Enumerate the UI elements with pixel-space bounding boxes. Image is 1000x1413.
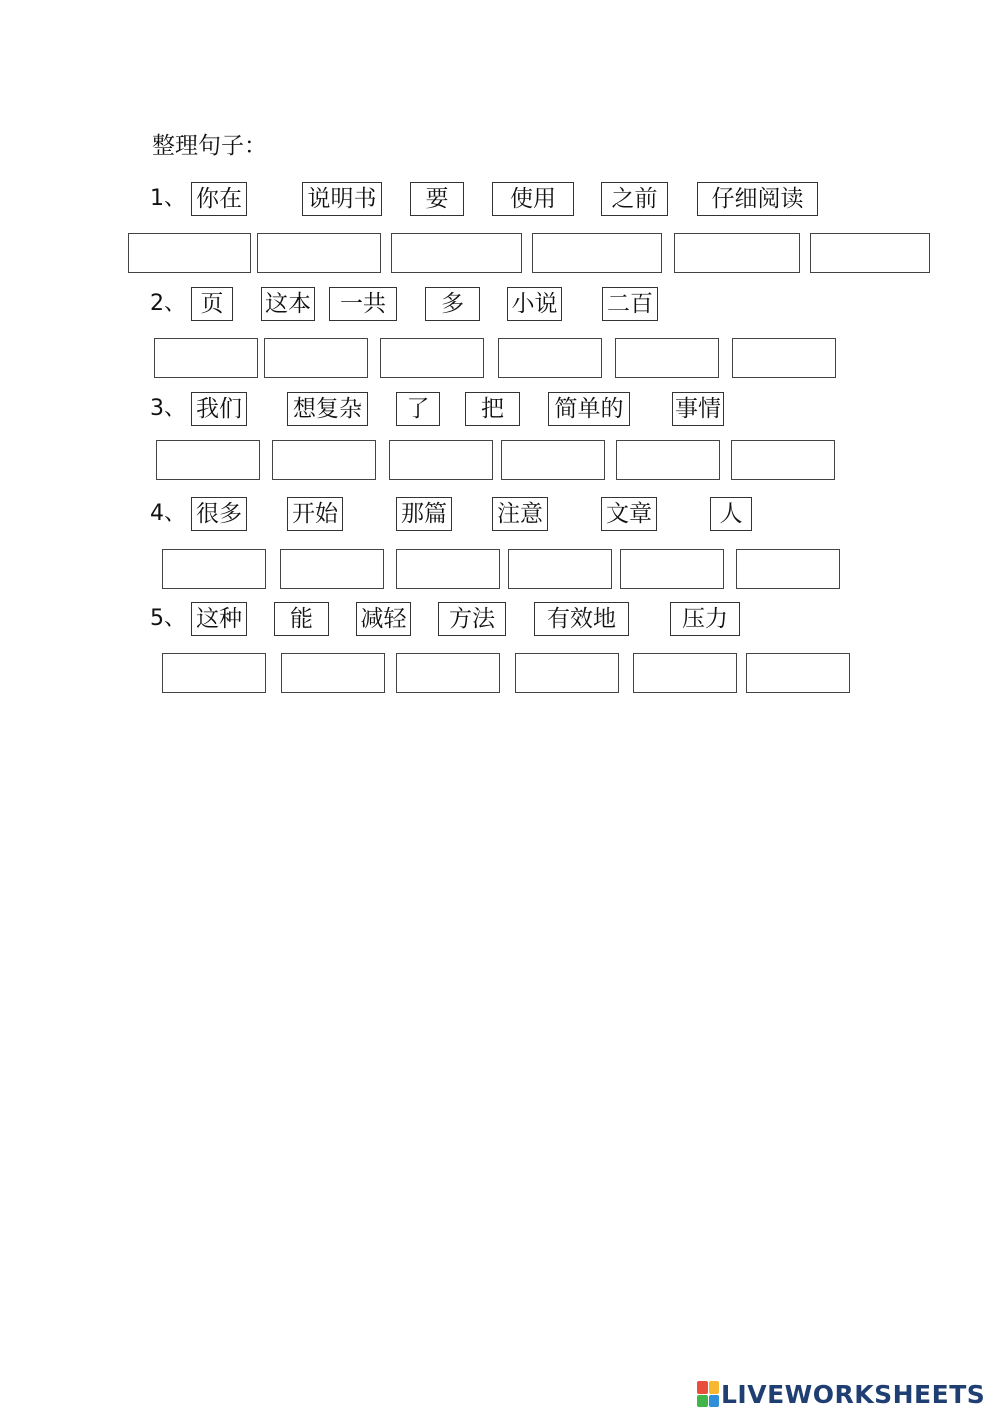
word-card[interactable]: 很多 [191, 497, 247, 531]
answer-drop-box[interactable] [264, 338, 368, 378]
word-card[interactable]: 要 [410, 182, 464, 216]
question-number: 5、 [150, 606, 186, 631]
answer-drop-box[interactable] [532, 233, 662, 273]
word-card[interactable]: 简单的 [548, 392, 630, 426]
answer-drop-box[interactable] [162, 549, 266, 589]
liveworksheets-logo-icon [697, 1381, 719, 1407]
answer-drop-box[interactable] [620, 549, 724, 589]
answer-drop-box[interactable] [380, 338, 484, 378]
word-card[interactable]: 想复杂 [287, 392, 368, 426]
answer-drop-box[interactable] [810, 233, 930, 273]
answer-drop-box[interactable] [162, 653, 266, 693]
liveworksheets-logo [697, 1378, 985, 1410]
word-card[interactable]: 仔细阅读 [697, 182, 818, 216]
word-card[interactable]: 注意 [492, 497, 548, 531]
answer-drop-box[interactable] [281, 653, 385, 693]
word-card[interactable]: 方法 [438, 602, 506, 636]
answer-drop-box[interactable] [272, 440, 376, 480]
word-card[interactable]: 有效地 [534, 602, 629, 636]
answer-drop-box[interactable] [674, 233, 800, 273]
word-card[interactable]: 能 [274, 602, 329, 636]
word-card[interactable]: 页 [191, 287, 233, 321]
word-card[interactable]: 那篇 [396, 497, 452, 531]
worksheet-title: 整理句子： [152, 133, 267, 159]
word-card[interactable]: 说明书 [302, 182, 382, 216]
question-number: 4、 [150, 501, 186, 526]
word-card[interactable]: 一共 [329, 287, 397, 321]
word-card[interactable]: 压力 [670, 602, 740, 636]
word-card[interactable]: 小说 [507, 287, 562, 321]
answer-drop-box[interactable] [515, 653, 619, 693]
answer-drop-box[interactable] [508, 549, 612, 589]
word-card[interactable]: 开始 [287, 497, 343, 531]
answer-drop-box[interactable] [731, 440, 835, 480]
logo-text: LIVEWORKSHEETS [721, 1379, 986, 1409]
answer-drop-box[interactable] [389, 440, 493, 480]
word-card[interactable]: 多 [425, 287, 480, 321]
answer-drop-box[interactable] [396, 549, 500, 589]
word-card[interactable]: 事情 [672, 392, 724, 426]
answer-drop-box[interactable] [736, 549, 840, 589]
word-card[interactable]: 之前 [601, 182, 668, 216]
answer-drop-box[interactable] [280, 549, 384, 589]
word-card[interactable]: 减轻 [356, 602, 411, 636]
answer-drop-box[interactable] [128, 233, 251, 273]
answer-drop-box[interactable] [633, 653, 737, 693]
question-number: 1、 [150, 186, 186, 211]
word-card[interactable]: 把 [465, 392, 520, 426]
answer-drop-box[interactable] [746, 653, 850, 693]
answer-drop-box[interactable] [391, 233, 522, 273]
answer-drop-box[interactable] [154, 338, 258, 378]
answer-drop-box[interactable] [616, 440, 720, 480]
answer-drop-box[interactable] [498, 338, 602, 378]
answer-drop-box[interactable] [156, 440, 260, 480]
answer-drop-box[interactable] [615, 338, 719, 378]
word-card[interactable]: 二百 [602, 287, 658, 321]
answer-drop-box[interactable] [732, 338, 836, 378]
word-card[interactable]: 我们 [191, 392, 247, 426]
answer-drop-box[interactable] [501, 440, 605, 480]
question-number: 2、 [150, 291, 186, 316]
answer-drop-box[interactable] [257, 233, 381, 273]
word-card[interactable]: 人 [710, 497, 752, 531]
question-number: 3、 [150, 396, 186, 421]
word-card[interactable]: 文章 [601, 497, 657, 531]
word-card[interactable]: 了 [396, 392, 440, 426]
word-card[interactable]: 使用 [492, 182, 574, 216]
word-card[interactable]: 你在 [191, 182, 247, 216]
word-card[interactable]: 这种 [191, 602, 247, 636]
answer-drop-box[interactable] [396, 653, 500, 693]
word-card[interactable]: 这本 [261, 287, 315, 321]
